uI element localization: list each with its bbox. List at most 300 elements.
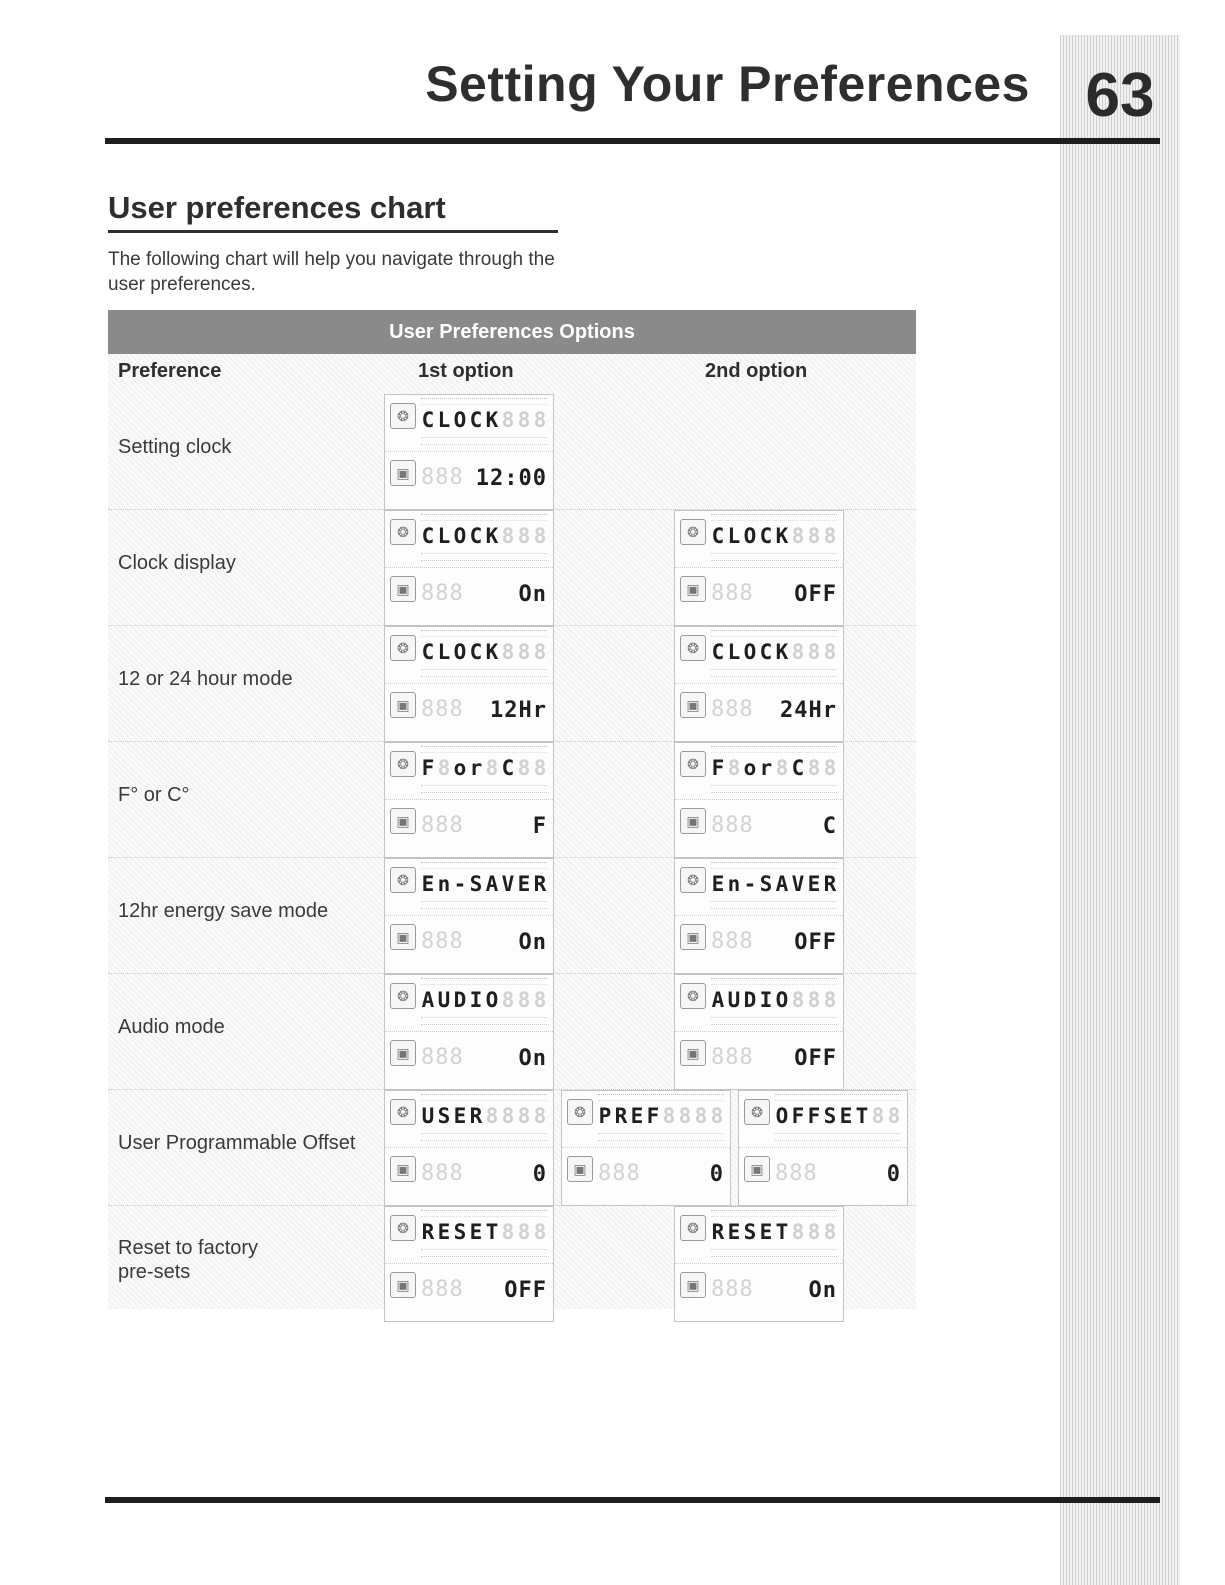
segment-cell: E [711, 872, 725, 896]
segment-cell: 8 [517, 1104, 531, 1128]
segment-cell: 8 [727, 756, 741, 780]
display-message [421, 1218, 549, 1246]
display-legend-text [711, 630, 837, 637]
preference-label-energy-save: 12hr energy save mode [118, 900, 329, 922]
display-legend-text [711, 746, 837, 753]
segment-cell: 8 [533, 1220, 547, 1244]
display-value: On [518, 1045, 547, 1071]
display-value: 0 [709, 1161, 724, 1187]
display-legend-text [711, 901, 837, 909]
segment-cell: E [759, 1220, 773, 1244]
ghost-digits: 888 [421, 1277, 464, 1302]
segment-cell: 8 [501, 988, 515, 1012]
display-value: F [532, 813, 547, 839]
display-value: OFF [504, 1277, 547, 1303]
segment-cell: A [775, 872, 789, 896]
oven-display-panel [384, 1090, 554, 1206]
segment-cell: R [533, 872, 547, 896]
segment-cell: - [743, 872, 757, 896]
oven-mode-icon: ❂ [390, 1215, 416, 1241]
oven-mode-icon: ❂ [680, 635, 706, 661]
segment-cell: U [727, 988, 741, 1012]
display-legend-text [711, 553, 837, 561]
segment-cell: 8 [533, 1104, 547, 1128]
segment-cell: O [453, 408, 467, 432]
oven-cavity-icon: ▣ [390, 1272, 416, 1298]
segment-cell: U [437, 988, 451, 1012]
segment-cell: r [469, 756, 483, 780]
segment-cell: K [775, 524, 789, 548]
segment-cell: C [469, 524, 483, 548]
ghost-digits: 888 [711, 1277, 754, 1302]
oven-mode-icon: ❂ [744, 1099, 770, 1125]
display-legend-text [711, 862, 837, 869]
segment-cell: 8 [533, 524, 547, 548]
segment-cell: E [437, 1220, 451, 1244]
segment-cell: 8 [791, 640, 805, 664]
display-legend-text [775, 1133, 901, 1141]
oven-display-panel [674, 974, 844, 1090]
segment-cell: F [646, 1104, 660, 1128]
oven-display-panel [384, 510, 554, 626]
segment-cell: R [823, 872, 837, 896]
segment-cell: O [743, 524, 757, 548]
display-lower-half [385, 1032, 553, 1088]
segment-cell: 8 [694, 1104, 708, 1128]
display-upper-half [385, 511, 553, 568]
segment-cell: n [437, 872, 451, 896]
display-legend-text [421, 514, 547, 521]
segment-cell: C [501, 756, 515, 780]
oven-cavity-icon: ▣ [680, 808, 706, 834]
display-message [421, 754, 549, 782]
segment-cell: E [469, 1220, 483, 1244]
oven-display-panel [674, 510, 844, 626]
segment-cell: O [453, 524, 467, 548]
oven-display-panel [384, 1206, 554, 1322]
oven-mode-icon: ❂ [680, 983, 706, 1009]
segment-cell: 8 [517, 988, 531, 1012]
display-lower-half [385, 452, 553, 508]
display-message [711, 870, 839, 898]
column-header-first-option: 1st option [418, 360, 514, 382]
display-lower-half [675, 916, 843, 972]
preference-label-hour-mode: 12 or 24 hour mode [118, 668, 293, 690]
segment-cell: T [485, 1220, 499, 1244]
display-lower-half [675, 1032, 843, 1088]
display-legend-text [598, 1094, 724, 1101]
display-legend-text [421, 437, 547, 445]
segment-cell: C [759, 640, 773, 664]
segment-cell: 8 [823, 988, 837, 1012]
display-upper-half [675, 1207, 843, 1264]
segment-cell: K [485, 408, 499, 432]
segment-cell: 8 [807, 640, 821, 664]
oven-cavity-icon: ▣ [680, 1272, 706, 1298]
segment-cell: O [775, 1104, 789, 1128]
display-message [711, 1218, 839, 1246]
display-value: 12Hr [490, 697, 547, 723]
segment-cell: 8 [501, 524, 515, 548]
segment-cell: o [743, 756, 757, 780]
segment-cell: R [421, 1220, 435, 1244]
segment-cell: E [421, 872, 435, 896]
display-lower-half [675, 684, 843, 740]
display-legend-text [421, 862, 547, 869]
segment-cell: S [823, 1104, 837, 1128]
display-legend-text [421, 746, 547, 753]
oven-cavity-icon: ▣ [744, 1156, 770, 1182]
segment-cell: C [469, 408, 483, 432]
display-message [775, 1102, 903, 1130]
page-side-tab [1060, 35, 1180, 1585]
segment-cell: E [630, 1104, 644, 1128]
segment-cell: D [453, 988, 467, 1012]
display-lower-half [675, 568, 843, 624]
display-legend-text [421, 669, 547, 677]
oven-mode-icon: ❂ [390, 983, 416, 1009]
segment-cell: S [453, 1220, 467, 1244]
segment-cell: 8 [791, 988, 805, 1012]
segment-cell: A [711, 988, 725, 1012]
oven-mode-icon: ❂ [390, 867, 416, 893]
display-value: OFF [794, 581, 837, 607]
display-legend-text [421, 1210, 547, 1217]
segment-cell: 8 [533, 640, 547, 664]
oven-cavity-icon: ▣ [390, 808, 416, 834]
oven-cavity-icon: ▣ [390, 692, 416, 718]
display-message [711, 986, 839, 1014]
display-value: 24Hr [780, 697, 837, 723]
oven-mode-icon: ❂ [390, 1099, 416, 1125]
segment-cell: U [421, 1104, 435, 1128]
oven-cavity-icon: ▣ [680, 576, 706, 602]
display-message [421, 986, 549, 1014]
segment-cell: C [469, 640, 483, 664]
oven-display-panel [561, 1090, 731, 1206]
preference-label-audio-mode: Audio mode [118, 1016, 225, 1038]
display-upper-half [675, 743, 843, 800]
segment-cell: 8 [485, 756, 499, 780]
segment-cell: 8 [533, 988, 547, 1012]
oven-mode-icon: ❂ [390, 519, 416, 545]
segment-cell: 8 [791, 1220, 805, 1244]
display-value: C [822, 813, 837, 839]
ghost-digits: 888 [775, 1161, 818, 1186]
display-legend-text [711, 1210, 837, 1217]
display-lower-half [562, 1148, 730, 1204]
segment-cell: L [437, 408, 451, 432]
intro-paragraph: The following chart will help you navigate through the user preferences. [108, 249, 555, 295]
segment-cell: E [517, 872, 531, 896]
display-legend-text [711, 669, 837, 677]
display-legend-text [711, 514, 837, 521]
display-message [711, 522, 839, 550]
display-upper-half [385, 1207, 553, 1264]
segment-cell: P [598, 1104, 612, 1128]
segment-cell: C [759, 524, 773, 548]
segment-cell: 8 [501, 408, 515, 432]
display-value: On [808, 1277, 837, 1303]
display-legend-text [421, 901, 547, 909]
column-header-preference: Preference [118, 360, 222, 382]
display-legend-text [421, 1017, 547, 1025]
ghost-digits: 888 [421, 929, 464, 954]
segment-cell: R [711, 1220, 725, 1244]
segment-cell: O [453, 640, 467, 664]
oven-cavity-icon: ▣ [680, 924, 706, 950]
column-header-second-option: 2nd option [705, 360, 808, 382]
display-message [421, 406, 549, 434]
segment-cell: 8 [823, 640, 837, 664]
display-upper-half [675, 627, 843, 684]
segment-cell: E [727, 1220, 741, 1244]
display-legend-text [421, 978, 547, 985]
segment-cell: A [485, 872, 499, 896]
segment-cell: 8 [517, 756, 531, 780]
ghost-digits: 888 [711, 813, 754, 838]
oven-display-panel [384, 626, 554, 742]
segment-cell: 8 [807, 524, 821, 548]
oven-display-panel [384, 974, 554, 1090]
page-title: Setting Your Preferences [425, 56, 1030, 112]
ghost-digits: 888 [711, 581, 754, 606]
segment-cell: 8 [437, 756, 451, 780]
display-upper-half [385, 395, 553, 452]
segment-cell: R [614, 1104, 628, 1128]
oven-mode-icon: ❂ [390, 751, 416, 777]
display-message [711, 638, 839, 666]
segment-cell: 8 [807, 756, 821, 780]
display-value: 12:00 [475, 465, 547, 491]
display-legend-text [421, 1249, 547, 1257]
segment-cell: R [469, 1104, 483, 1128]
display-upper-half [675, 975, 843, 1032]
display-upper-half [385, 1091, 553, 1148]
preference-label-temperature-unit: F° or C° [118, 784, 190, 806]
segment-cell: - [453, 872, 467, 896]
segment-cell: D [743, 988, 757, 1012]
display-lower-half [675, 800, 843, 856]
segment-cell: E [839, 1104, 853, 1128]
segment-cell: C [421, 408, 435, 432]
segment-cell: S [437, 1104, 451, 1128]
oven-mode-icon: ❂ [390, 635, 416, 661]
segment-cell: 8 [871, 1104, 885, 1128]
segment-cell: 8 [517, 640, 531, 664]
display-upper-half [385, 627, 553, 684]
display-legend-text [421, 1094, 547, 1101]
display-message [598, 1102, 726, 1130]
segment-cell: A [421, 988, 435, 1012]
oven-cavity-icon: ▣ [680, 1040, 706, 1066]
segment-cell: C [711, 524, 725, 548]
display-upper-half [385, 743, 553, 800]
display-value: OFF [794, 1045, 837, 1071]
ghost-digits: 888 [711, 1045, 754, 1070]
segment-cell: 8 [517, 1220, 531, 1244]
ghost-digits: 888 [711, 697, 754, 722]
segment-cell: C [711, 640, 725, 664]
segment-cell: C [421, 640, 435, 664]
segment-cell: L [437, 524, 451, 548]
display-lower-half [385, 1148, 553, 1204]
display-value: 0 [886, 1161, 901, 1187]
ghost-digits: 888 [421, 581, 464, 606]
segment-cell: S [469, 872, 483, 896]
segment-cell: O [743, 640, 757, 664]
segment-cell: S [759, 872, 773, 896]
segment-cell: F [791, 1104, 805, 1128]
segment-cell: T [855, 1104, 869, 1128]
display-upper-half [675, 859, 843, 916]
segment-cell: V [501, 872, 515, 896]
oven-mode-icon: ❂ [390, 403, 416, 429]
display-upper-half [675, 511, 843, 568]
oven-display-panel [674, 742, 844, 858]
preference-label-setting-clock: Setting clock [118, 436, 232, 458]
segment-cell: K [775, 640, 789, 664]
display-message [421, 522, 549, 550]
oven-cavity-icon: ▣ [390, 924, 416, 950]
segment-cell: L [727, 640, 741, 664]
page-number: 63 [1085, 60, 1155, 130]
display-lower-half [739, 1148, 907, 1204]
segment-cell: 8 [533, 408, 547, 432]
display-upper-half [739, 1091, 907, 1148]
segment-cell: C [791, 756, 805, 780]
segment-cell: F [807, 1104, 821, 1128]
segment-cell: 8 [501, 1220, 515, 1244]
segment-cell: F [421, 756, 435, 780]
segment-cell: r [759, 756, 773, 780]
segment-cell: 8 [887, 1104, 901, 1128]
display-lower-half [385, 684, 553, 740]
display-message [711, 754, 839, 782]
display-upper-half [562, 1091, 730, 1148]
oven-display-panel [674, 1206, 844, 1322]
oven-display-panel [738, 1090, 908, 1206]
oven-display-panel [674, 858, 844, 974]
oven-cavity-icon: ▣ [390, 1040, 416, 1066]
oven-mode-icon: ❂ [680, 519, 706, 545]
preference-label-clock-display: Clock display [118, 552, 236, 574]
display-lower-half [675, 1264, 843, 1320]
segment-cell: 8 [775, 756, 789, 780]
display-lower-half [385, 568, 553, 624]
segment-cell: 8 [791, 524, 805, 548]
segment-cell: C [421, 524, 435, 548]
display-legend-text [421, 553, 547, 561]
display-lower-half [385, 800, 553, 856]
segment-cell: V [791, 872, 805, 896]
oven-mode-icon: ❂ [680, 751, 706, 777]
oven-cavity-icon: ▣ [390, 460, 416, 486]
display-legend-text [711, 785, 837, 793]
segment-cell: I [759, 988, 773, 1012]
segment-cell: 8 [807, 988, 821, 1012]
segment-cell: L [437, 640, 451, 664]
header-rule [105, 138, 1160, 144]
display-legend-text [421, 785, 547, 793]
segment-cell: E [453, 1104, 467, 1128]
segment-cell: T [775, 1220, 789, 1244]
segment-cell: 8 [807, 1220, 821, 1244]
oven-display-panel [674, 626, 844, 742]
ghost-digits: 888 [421, 1045, 464, 1070]
segment-cell: o [453, 756, 467, 780]
segment-cell: K [485, 640, 499, 664]
display-lower-half [385, 1264, 553, 1320]
segment-cell: 8 [517, 524, 531, 548]
ghost-digits: 888 [421, 697, 464, 722]
segment-cell: n [727, 872, 741, 896]
display-legend-text [711, 978, 837, 985]
oven-cavity-icon: ▣ [567, 1156, 593, 1182]
segment-cell: 8 [501, 640, 515, 664]
segment-cell: 8 [823, 1220, 837, 1244]
oven-mode-icon: ❂ [567, 1099, 593, 1125]
display-legend-text [421, 398, 547, 405]
display-message [421, 1102, 549, 1130]
segment-cell: 8 [485, 1104, 499, 1128]
display-legend-text [421, 1133, 547, 1141]
oven-mode-icon: ❂ [680, 867, 706, 893]
segment-cell: 8 [678, 1104, 692, 1128]
oven-mode-icon: ❂ [680, 1215, 706, 1241]
oven-cavity-icon: ▣ [390, 1156, 416, 1182]
segment-cell: 8 [517, 408, 531, 432]
oven-display-panel [384, 742, 554, 858]
display-legend-text [421, 630, 547, 637]
display-legend-text [775, 1094, 901, 1101]
ghost-digits: 888 [711, 929, 754, 954]
display-lower-half [385, 916, 553, 972]
segment-cell: F [711, 756, 725, 780]
oven-cavity-icon: ▣ [680, 692, 706, 718]
ghost-digits: 888 [421, 465, 464, 490]
display-value: OFF [794, 929, 837, 955]
segment-cell: O [775, 988, 789, 1012]
display-message [421, 870, 549, 898]
display-upper-half [385, 975, 553, 1032]
segment-cell: I [469, 988, 483, 1012]
segment-cell: E [807, 872, 821, 896]
ghost-digits: 888 [421, 813, 464, 838]
oven-display-panel [384, 394, 554, 510]
oven-display-panel [384, 858, 554, 974]
display-upper-half [385, 859, 553, 916]
display-value: On [518, 581, 547, 607]
ghost-digits: 888 [598, 1161, 641, 1186]
segment-cell: 8 [662, 1104, 676, 1128]
segment-cell: 8 [710, 1104, 724, 1128]
table-banner: User Preferences Options [108, 310, 916, 354]
oven-cavity-icon: ▣ [390, 576, 416, 602]
preference-label-user-offset: User Programmable Offset [118, 1132, 356, 1154]
section-heading: User preferences chart [108, 190, 558, 233]
segment-cell: S [743, 1220, 757, 1244]
segment-cell: K [485, 524, 499, 548]
segment-cell: O [485, 988, 499, 1012]
display-message [421, 638, 549, 666]
display-legend-text [711, 1017, 837, 1025]
footer-rule [105, 1497, 1160, 1503]
segment-cell: 8 [533, 756, 547, 780]
display-value: On [518, 929, 547, 955]
segment-cell: L [727, 524, 741, 548]
display-legend-text [711, 1249, 837, 1257]
